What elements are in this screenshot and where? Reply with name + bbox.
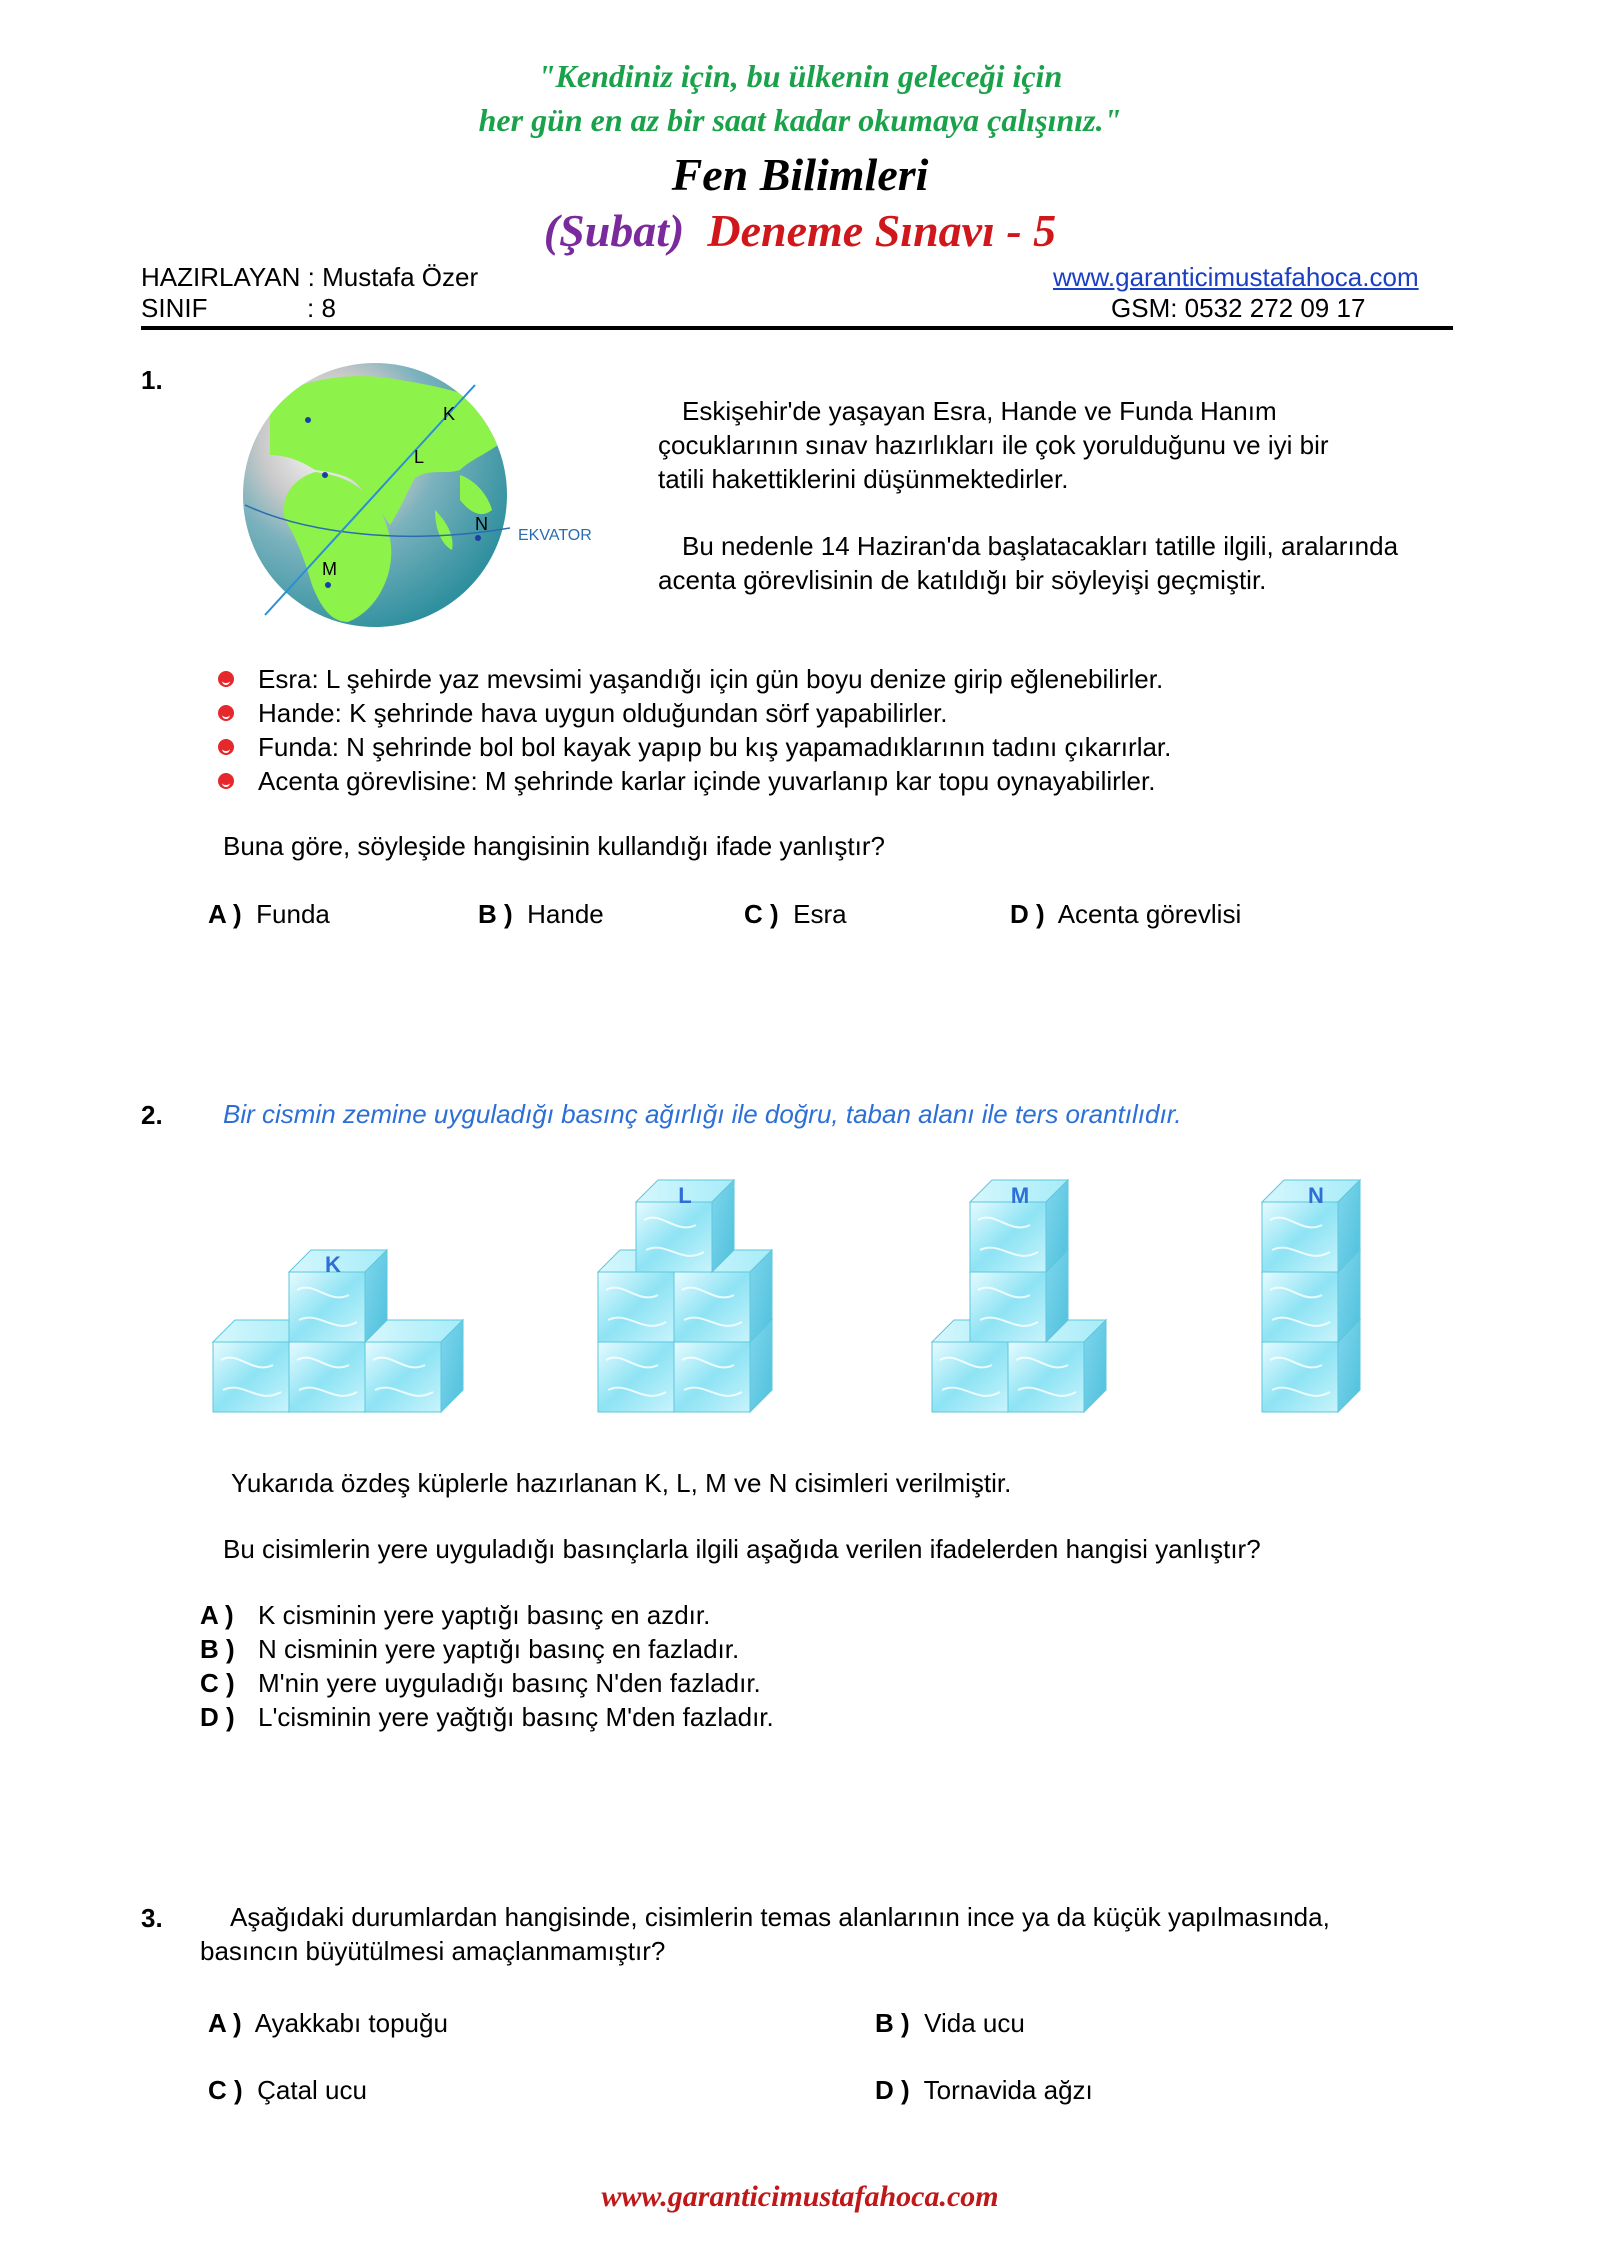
globe-label-n: N: [475, 514, 488, 534]
footer-website[interactable]: www.garanticimustafahoca.com: [601, 2180, 999, 2213]
exam-subtitle: [0, 204, 1600, 257]
q3-question: Aşağıdaki durumlardan hangisinde, cisimlerin temas alanlarının ince ya da küçük yapılmasında, basıncın büyütülmesi amaçlanmamıştır?: [200, 1902, 1330, 1966]
phone-number: GSM: 0532 272 09 17: [1111, 293, 1366, 323]
q1-option-c[interactable]: C ) Esra: [744, 899, 847, 929]
list-item: Esra: L şehirde yaz mevsimi yaşandığı için gün boyu denize girip eğlenebilirler.: [218, 662, 1171, 696]
header-divider: [141, 326, 1453, 330]
q2-option-c[interactable]: C ) M'nin yere uyguladığı basınç N'den fazladır.: [200, 1668, 761, 1698]
object-l: [598, 1180, 772, 1412]
globe-label-k: K: [443, 404, 456, 424]
motto-line-1: "Kendiniz için, bu ülkenin geleceği için: [537, 58, 1063, 94]
q2-options: [200, 1598, 774, 1734]
q3-option-d[interactable]: D ) Tornavida ağzı: [875, 2075, 1093, 2105]
smiley-icon: [218, 671, 234, 687]
question-2-number: 2.: [141, 1100, 163, 1130]
question-3-number: 3.: [141, 1903, 163, 1933]
globe-label-equator: EKVATOR: [518, 527, 592, 544]
globe-label-m: M: [322, 559, 337, 579]
q1-intro-paragraph-1: Eskişehir'de yaşayan Esra, Hande ve Funda Hanım çocuklarının sınav hazırlıkları ile çok yorulduğunu ve iyi bir tatili hakettiklerini düşünmektedirler.: [658, 396, 1329, 494]
q2-option-b[interactable]: B ) N cisminin yere yaptığı basınç en fazladır.: [200, 1634, 740, 1664]
globe-label-l: L: [414, 447, 425, 467]
class-value: : 8: [307, 293, 336, 323]
subtitle-exam: Deneme Sınavı - 5: [707, 205, 1057, 256]
question-1-number: 1.: [141, 365, 163, 395]
object-label-n: N: [1308, 1183, 1324, 1208]
smiley-icon: [218, 705, 234, 721]
list-item: Hande: K şehrinde hava uygun olduğundan sörf yapabilirler.: [218, 696, 1171, 730]
q1-option-b[interactable]: B ) Hande: [478, 899, 604, 929]
subtitle-month: (Şubat): [543, 205, 685, 256]
globe-figure: [230, 360, 610, 630]
q1-question: Buna göre, söyleşide hangisinin kullandığı ifade yanlıştır?: [223, 831, 885, 861]
cube-objects-figure: [180, 1160, 1400, 1440]
q2-text: Yukarıda özdeş küplerle hazırlanan K, L, M ve N cisimleri verilmiştir.: [231, 1468, 1012, 1498]
website-link[interactable]: www.garanticimustafahoca.com: [1053, 262, 1419, 292]
motto-line-2: her gün en az bir saat kadar okumaya çalışınız.": [478, 102, 1122, 138]
q3-option-c[interactable]: C ) Çatal ucu: [208, 2075, 367, 2105]
object-label-k: K: [325, 1252, 341, 1277]
q2-question: Bu cisimlerin yere uyguladığı basınçlarla ilgili aşağıda verilen ifadelerden hangisi yanlıştır?: [223, 1534, 1261, 1564]
object-n: [1262, 1180, 1360, 1412]
q1-intro-paragraph-2: Bu nedenle 14 Haziran'da başlatacakları tatille ilgili, aralarında acenta görevlisinin de katıldığı bir söyleyişi geçmiştir.: [658, 531, 1399, 595]
q1-statement-list: [218, 662, 1171, 798]
class-label: SINIF: [141, 293, 208, 323]
q3-option-a[interactable]: A ) Ayakkabı topuğu: [208, 2008, 448, 2038]
q2-option-a[interactable]: A ) K cisminin yere yaptığı basınç en azdır.: [200, 1600, 711, 1630]
object-m: [932, 1180, 1106, 1412]
object-label-l: L: [678, 1183, 692, 1208]
q2-statement: Bir cismin zemine uyguladığı basınç ağırlığı ile doğru, taban alanı ile ters orantılıdır.: [223, 1099, 1182, 1129]
page-title: Fen Bilimleri: [671, 149, 929, 200]
q1-option-a[interactable]: A ) Funda: [208, 899, 330, 929]
author-label: HAZIRLAYAN : Mustafa Özer: [141, 262, 479, 292]
list-item: Funda: N şehrinde bol bol kayak yapıp bu kış yapamadıklarının tadını çıkarırlar.: [218, 730, 1171, 764]
q2-option-d[interactable]: D ) L'cisminin yere yağtığı basınç M'den fazladır.: [200, 1702, 774, 1732]
smiley-icon: [218, 773, 234, 789]
q1-option-d[interactable]: D ) Acenta görevlisi: [1010, 899, 1242, 929]
smiley-icon: [218, 739, 234, 755]
list-item: Acenta görevlisine: M şehrinde karlar içinde yuvarlanıp kar topu oynayabilirler.: [218, 764, 1171, 798]
q3-option-b[interactable]: B ) Vida ucu: [875, 2008, 1025, 2038]
object-label-m: M: [1010, 1183, 1030, 1208]
